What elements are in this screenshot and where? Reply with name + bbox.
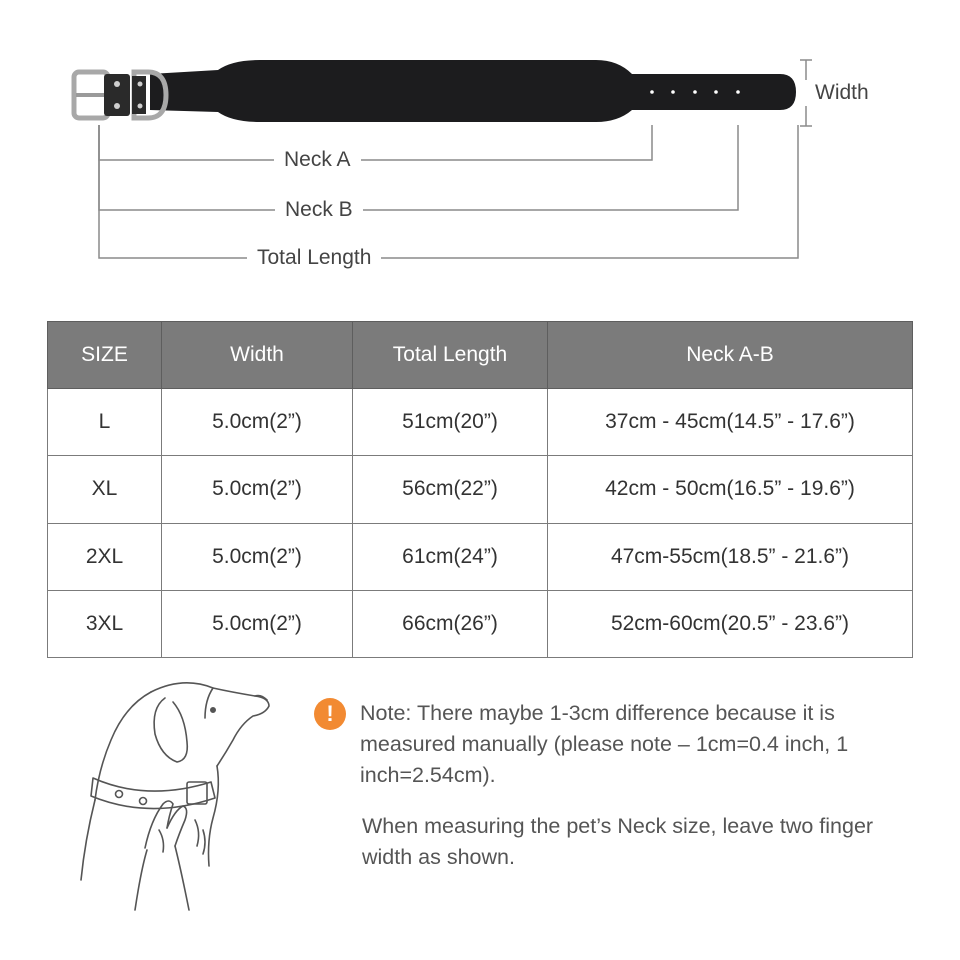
cell-neck-range: 47cm-55cm(18.5” - 21.6”) [548,523,913,590]
table-row [48,389,913,456]
collar-diagram [0,0,960,300]
cell-total-length: 66cm(26”) [353,590,548,657]
collar-image [74,60,796,122]
cell-size: XL [48,456,162,523]
cell-width: 5.0cm(2”) [162,590,353,657]
table-row [48,590,913,657]
size-table [47,321,913,658]
note-text: Note: There maybe 1-3cm difference because it is measured manually (please note – 1cm=0.4 inch, 1 inch=2.54cm). [360,701,849,787]
cell-total-length: 61cm(24”) [353,523,548,590]
measuring-tip-text: When measuring the pet’s Neck size, leave two finger width as shown. [362,814,874,869]
header-size: SIZE [48,322,162,389]
cell-neck-range: 42cm - 50cm(16.5” - 19.6”) [548,456,913,523]
total-length-label: Total Length [247,245,381,271]
cell-total-length: 51cm(20”) [353,389,548,456]
header-width: Width [162,322,353,389]
header-neck-range: Neck A-B [548,322,913,389]
table-row [48,523,913,590]
cell-size: L [48,389,162,456]
dog-measuring-illustration [55,670,285,920]
neck-a-label: Neck A [274,147,361,173]
cell-size: 2XL [48,523,162,590]
cell-neck-range: 37cm - 45cm(14.5” - 17.6”) [548,389,913,456]
warning-icon: ! [314,698,346,730]
cell-width: 5.0cm(2”) [162,523,353,590]
cell-width: 5.0cm(2”) [162,456,353,523]
cell-total-length: 56cm(22”) [353,456,548,523]
width-label: Width [805,80,879,106]
table-row [48,456,913,523]
cell-width: 5.0cm(2”) [162,389,353,456]
cell-neck-range: 52cm-60cm(20.5” - 23.6”) [548,590,913,657]
table-header-row [48,322,913,389]
neck-b-label: Neck B [275,197,363,223]
header-total-length: Total Length [353,322,548,389]
cell-size: 3XL [48,590,162,657]
